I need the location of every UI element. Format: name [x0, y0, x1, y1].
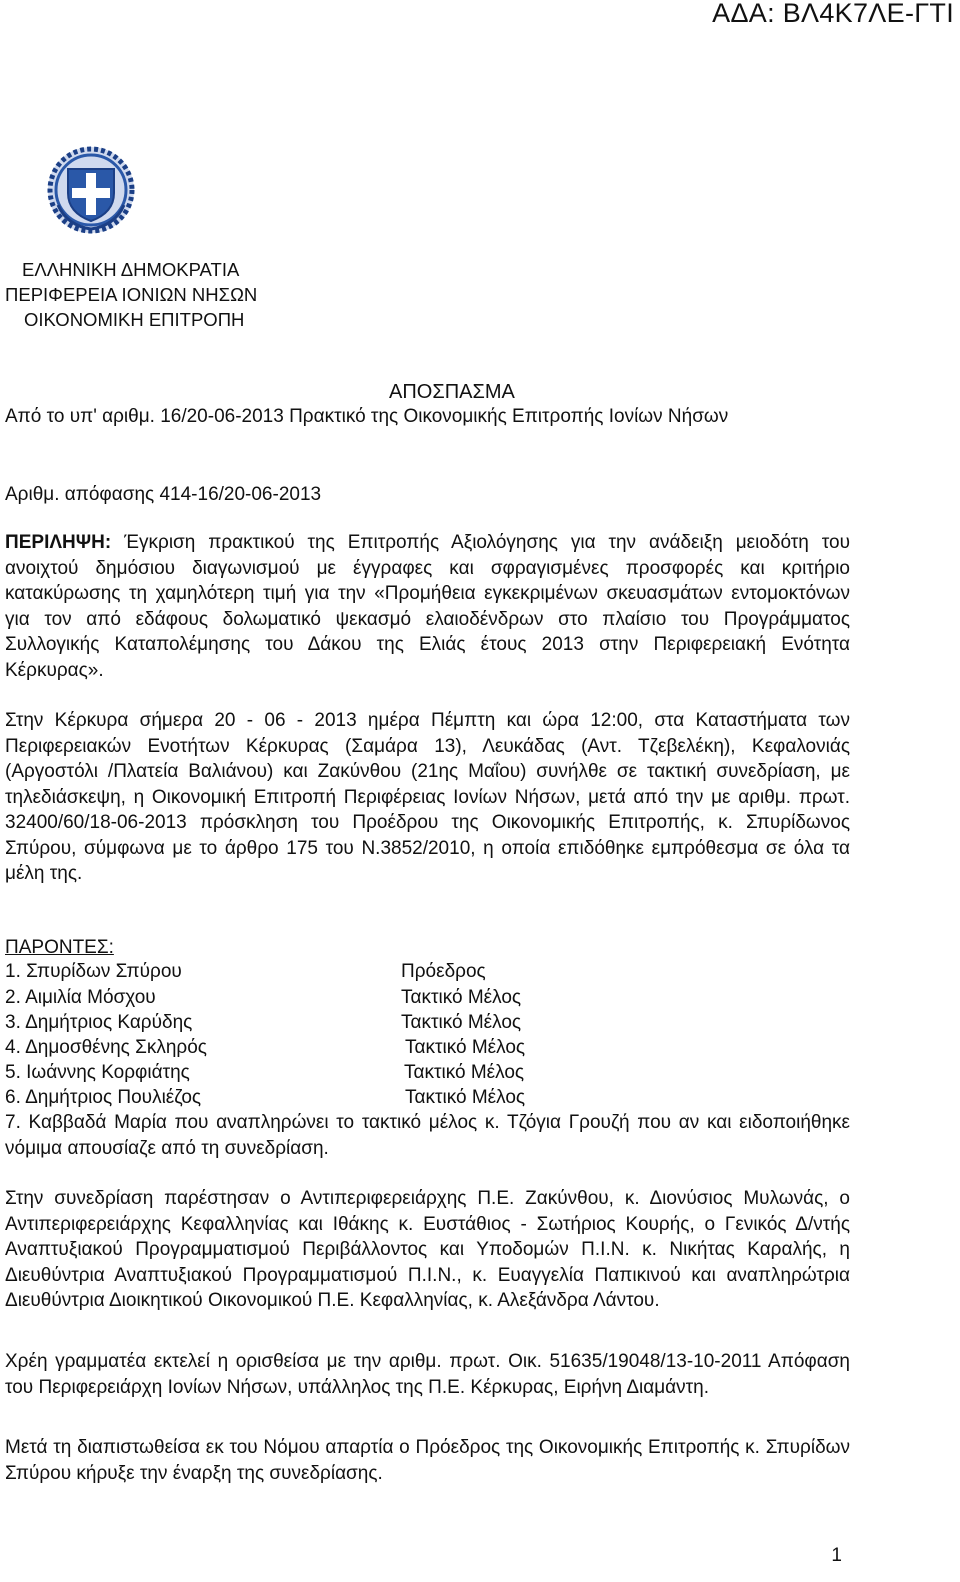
- intro-paragraph: Στην Κέρκυρα σήμερα 20 - 06 - 2013 ημέρα Πέμπτη και ώρα 12:00, στα Καταστήματα των Περιφερειακών Ενοτήτων Κέρκυρας (Σαμάρα 13), Λευκάδας (Αντ. Τζεβελέκη), Κεφαλονιάς (Αργοστόλι /Πλατεία Βαλιάνου) και Ζακύνθου (21ης Μαΐου) συνήλθε σε τακτική συνεδρίαση, με τηλεδιάσκεψη, η Οικονομική Επιτροπή Περιφέρειας Ιονίων Νήσων, μετά από την με αριθμ. πρωτ. 32400/60/18-06-2013 πρόσκληση του Προέδρου της Οικονομικής Επιτροπής, κ. Σπυρίδωνος Σπύρου, σύμφωνα με το άρθρο 175 του Ν.3852/2010, η οποία επιδόθηκε εμπρόθεσμα σε όλα τα μέλη της.: [5, 710, 850, 884]
- summary-label: ΠΕΡΙΛΗΨΗ:: [5, 532, 112, 553]
- member-role: Τακτικό Μέλος: [401, 987, 522, 1008]
- member-role: Τακτικό Μέλος: [404, 1062, 525, 1083]
- document-title: ΑΠΟΣΠΑΣΜΑ: [389, 381, 515, 403]
- greek-state-emblem-icon: [46, 145, 136, 235]
- quorum-paragraph: Μετά τη διαπιστωθείσα εκ του Νόμου απαρτία ο Πρόεδρος της Οικονομικής Επιτροπής κ. Σπυρίδων Σπύρου κήρυξε την έναρξη της συνεδρίασης.: [5, 1437, 850, 1484]
- member-role: Τακτικό Μέλος: [401, 1012, 522, 1033]
- member-substitute: 7. Καββαδά Μαρία που αναπληρώνει το τακτικό μέλος κ. Τζόγια Γρουζή που αν και ειδοποιήθηκε νόμιμα απουσίαζε από τη συνεδρίαση.: [5, 1112, 850, 1159]
- member-name: 3. Δημήτριος Καρύδης: [5, 1012, 193, 1033]
- page-number: 1: [831, 1545, 842, 1566]
- header-republic: ΕΛΛΗΝΙΚΗ ΔΗΜΟΚΡΑΤΙΑ: [22, 259, 240, 280]
- secretary-paragraph: Χρέη γραμματέα εκτελεί η ορισθείσα με την αριθμ. πρωτ. Οικ. 51635/19048/13-10-2011 Απόφαση του Περιφερειάρχη Ιονίων Νήσων, υπάλληλος της Π.Ε. Κέρκυρας, Ειρήνη Διαμάντη.: [5, 1351, 850, 1398]
- member-role: Πρόεδρος: [401, 961, 486, 982]
- member-name: 6. Δημήτριος Πουλιέζος: [5, 1087, 202, 1108]
- summary-text: Έγκριση πρακτικού της Επιτροπής Αξιολόγησης για την ανάδειξη μειοδότη του ανοιχτού δημόσιου διαγωνισμού με έγγραφες και σφραγισμένες προσφορές και κριτήριο κατακύρωσης τη χαμηλότερη τιμή για την «Προμήθεια εγκεκριμένων σκευασμάτων εντομοκτόνων για τον από εδάφους δολωματικό ψεκασμό ελαιοδένδρων στο πλαίσιο του Προγράμματος Συλλογικής Καταπολέμησης του Δάκου της Ελιάς έτους 2013 στην Περιφερειακή Ενότητα Κέρκυρας».: [5, 532, 850, 681]
- document-id: ΑΔΑ: ΒΛ4Κ7ΛΕ-ΓΤΙ: [712, 0, 954, 28]
- present-label: ΠΑΡΟΝΤΕΣ:: [5, 937, 114, 958]
- summary-paragraph: [5, 530, 850, 683]
- decision-reference: Αριθμ. απόφασης 414-16/20-06-2013: [5, 484, 322, 505]
- minutes-reference: Από το υπ' αριθμ. 16/20-06-2013 Πρακτικό της Οικονομικής Επιτροπής Ιονίων Νήσων: [5, 406, 729, 427]
- member-name: 1. Σπυρίδων Σπύρου: [5, 961, 182, 982]
- member-name: 4. Δημοσθένης Σκληρός: [5, 1037, 207, 1058]
- header-region: ΠΕΡΙΦΕΡΕΙΑ ΙΟΝΙΩΝ ΝΗΣΩΝ: [5, 284, 258, 305]
- member-name: 5. Ιωάννης Κορφιάτης: [5, 1062, 190, 1083]
- member-role: Τακτικό Μέλος: [405, 1037, 526, 1058]
- member-role: Τακτικό Μέλος: [405, 1087, 526, 1108]
- member-name: 2. Αιμιλία Μόσχου: [5, 987, 156, 1008]
- attendance-paragraph: Στην συνεδρίαση παρέστησαν ο Αντιπεριφερειάρχης Π.Ε. Ζακύνθου, κ. Διονύσιος Μυλωνάς, ο Αντιπεριφερειάρχης Κεφαλληνίας και Ιθάκης κ. Ευστάθιος - Σωτήριος Κουρής, ο Γενικός Δ/ντής Αναπτυξιακού Προγραμματισμού Περιβάλλοντος και Υποδομών Π.Ι.Ν. κ. Νικήτας Καραλής, η Διευθύντρια Αναπτυξιακού Προγραμματισμού Π.Ι.Ν., κ. Ευαγγελία Παπικινού και αναπληρώτρια Διευθύντρια Διοικητικού Οικονομικού Π.Ε. Κεφαλληνίας, κ. Αλεξάνδρα Λάντου.: [5, 1188, 850, 1311]
- header-committee: ΟΙΚΟΝΟΜΙΚΗ ΕΠΙΤΡΟΠΗ: [24, 309, 245, 330]
